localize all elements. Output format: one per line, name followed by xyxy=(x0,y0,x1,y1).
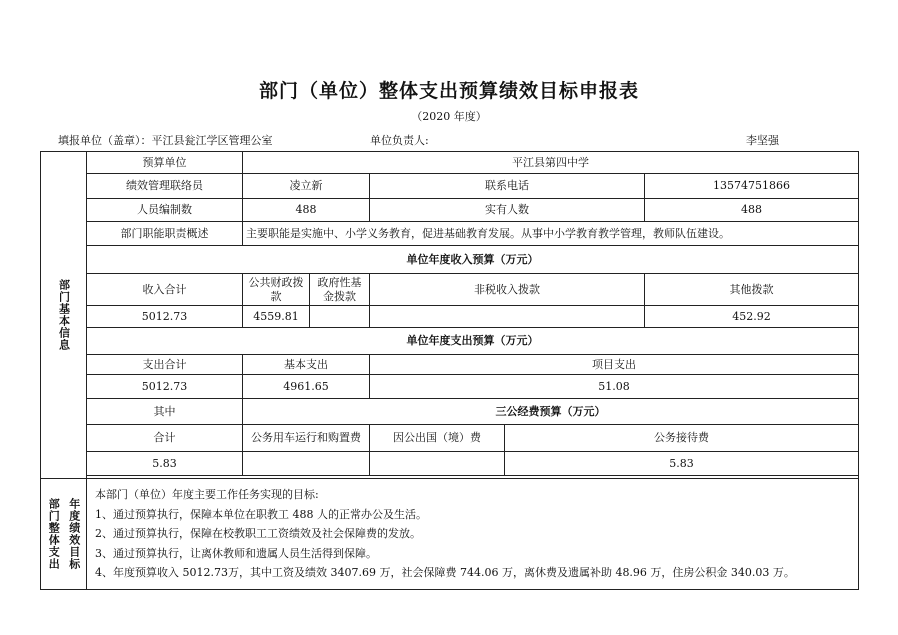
income-value-fund xyxy=(310,306,370,328)
section-basic-info-label: 部门基本信息 xyxy=(57,279,71,351)
target-line-1: 1、通过预算执行，保障本单位在职教工 488 人的正常办公及生活。 xyxy=(95,507,427,521)
section-targets-label-b: 部门整体支出 xyxy=(47,497,61,570)
three-header-abroad: 因公出国（境）费 xyxy=(370,425,505,452)
phone-value: 13574751866 xyxy=(645,174,859,199)
budget-unit-label: 预算单位 xyxy=(87,152,243,174)
actual-value: 488 xyxy=(645,199,859,222)
income-header-total: 收入合计 xyxy=(87,274,243,306)
income-value-other: 452.92 xyxy=(645,306,859,328)
expense-header-project: 项目支出 xyxy=(370,355,859,375)
section-basic-info xyxy=(41,152,87,479)
filing-unit: 填报单位（盖章）：平江县瓮江学区管理公室 xyxy=(58,134,273,147)
responsible-person-label: 单位负责人: xyxy=(370,134,429,147)
responsible-person-name: 李坚强 xyxy=(746,134,779,147)
three-value-vehicle xyxy=(243,452,370,476)
actual-label: 实有人数 xyxy=(370,199,645,222)
expense-value-basic: 4961.65 xyxy=(243,375,370,399)
income-header-fund: 政府性基金拨款 xyxy=(310,274,370,306)
income-value-public: 4559.81 xyxy=(243,306,310,328)
three-title: 三公经费预算（万元） xyxy=(243,399,859,425)
contact-value: 凌立新 xyxy=(243,174,370,199)
duty-label: 部门职能职责概述 xyxy=(87,222,243,246)
income-header-public: 公共财政拨款 xyxy=(243,274,310,306)
section-targets-label-a: 年度绩效目标 xyxy=(67,497,81,570)
expense-value-total: 5012.73 xyxy=(87,375,243,399)
section-targets xyxy=(41,479,87,590)
three-value-total: 5.83 xyxy=(87,452,243,476)
three-value-reception: 5.83 xyxy=(505,452,859,476)
staff-value: 488 xyxy=(243,199,370,222)
income-value-nontax xyxy=(370,306,645,328)
form-year: （2020 年度） xyxy=(411,110,487,123)
expense-value-project: 51.08 xyxy=(370,375,859,399)
phone-label: 联系电话 xyxy=(370,174,645,199)
income-header-nontax: 非税收入拨款 xyxy=(370,274,645,306)
expense-title: 单位年度支出预算（万元） xyxy=(87,328,859,355)
target-line-2: 2、通过预算执行，保障在校教职工工资绩效及社会保障费的发放。 xyxy=(95,527,421,540)
income-title: 单位年度收入预算（万元） xyxy=(87,246,859,274)
expense-header-total: 支出合计 xyxy=(87,355,243,375)
budget-form-table xyxy=(40,151,859,590)
income-value-total: 5012.73 xyxy=(87,306,243,328)
budget-unit-value: 平江县第四中学 xyxy=(243,152,859,174)
three-header-reception: 公务接待费 xyxy=(505,425,859,452)
target-line-3: 3、通过预算执行，让离休教师和遗属人员生活得到保障。 xyxy=(95,546,377,560)
form-title: 部门（单位）整体支出预算绩效目标申报表 xyxy=(258,80,639,102)
targets-content xyxy=(87,479,859,590)
duty-value: 主要职能是实施中、小学义务教育，促进基础教育发展。从事中小学教育教学管理，教师队伍建设。 xyxy=(243,222,859,246)
expense-header-basic: 基本支出 xyxy=(243,355,370,375)
three-among-label: 其中 xyxy=(87,399,243,425)
contact-label: 绩效管理联络员 xyxy=(87,174,243,199)
income-header-other: 其他拨款 xyxy=(645,274,859,306)
three-header-vehicle: 公务用车运行和购置费 xyxy=(243,425,370,452)
target-line-4: 4、年度预算收入 5012.73万，其中工资及绩效 3407.69 万，社会保障费 744.06 万，离休费及遗属补助 48.96 万，住房公积金 340.03 万。 xyxy=(95,566,795,579)
three-header-total: 合计 xyxy=(87,425,243,452)
target-line-intro: 本部门（单位）年度主要工作任务实现的目标: xyxy=(95,488,319,501)
staff-label: 人员编制数 xyxy=(87,199,243,222)
three-value-abroad xyxy=(370,452,505,476)
